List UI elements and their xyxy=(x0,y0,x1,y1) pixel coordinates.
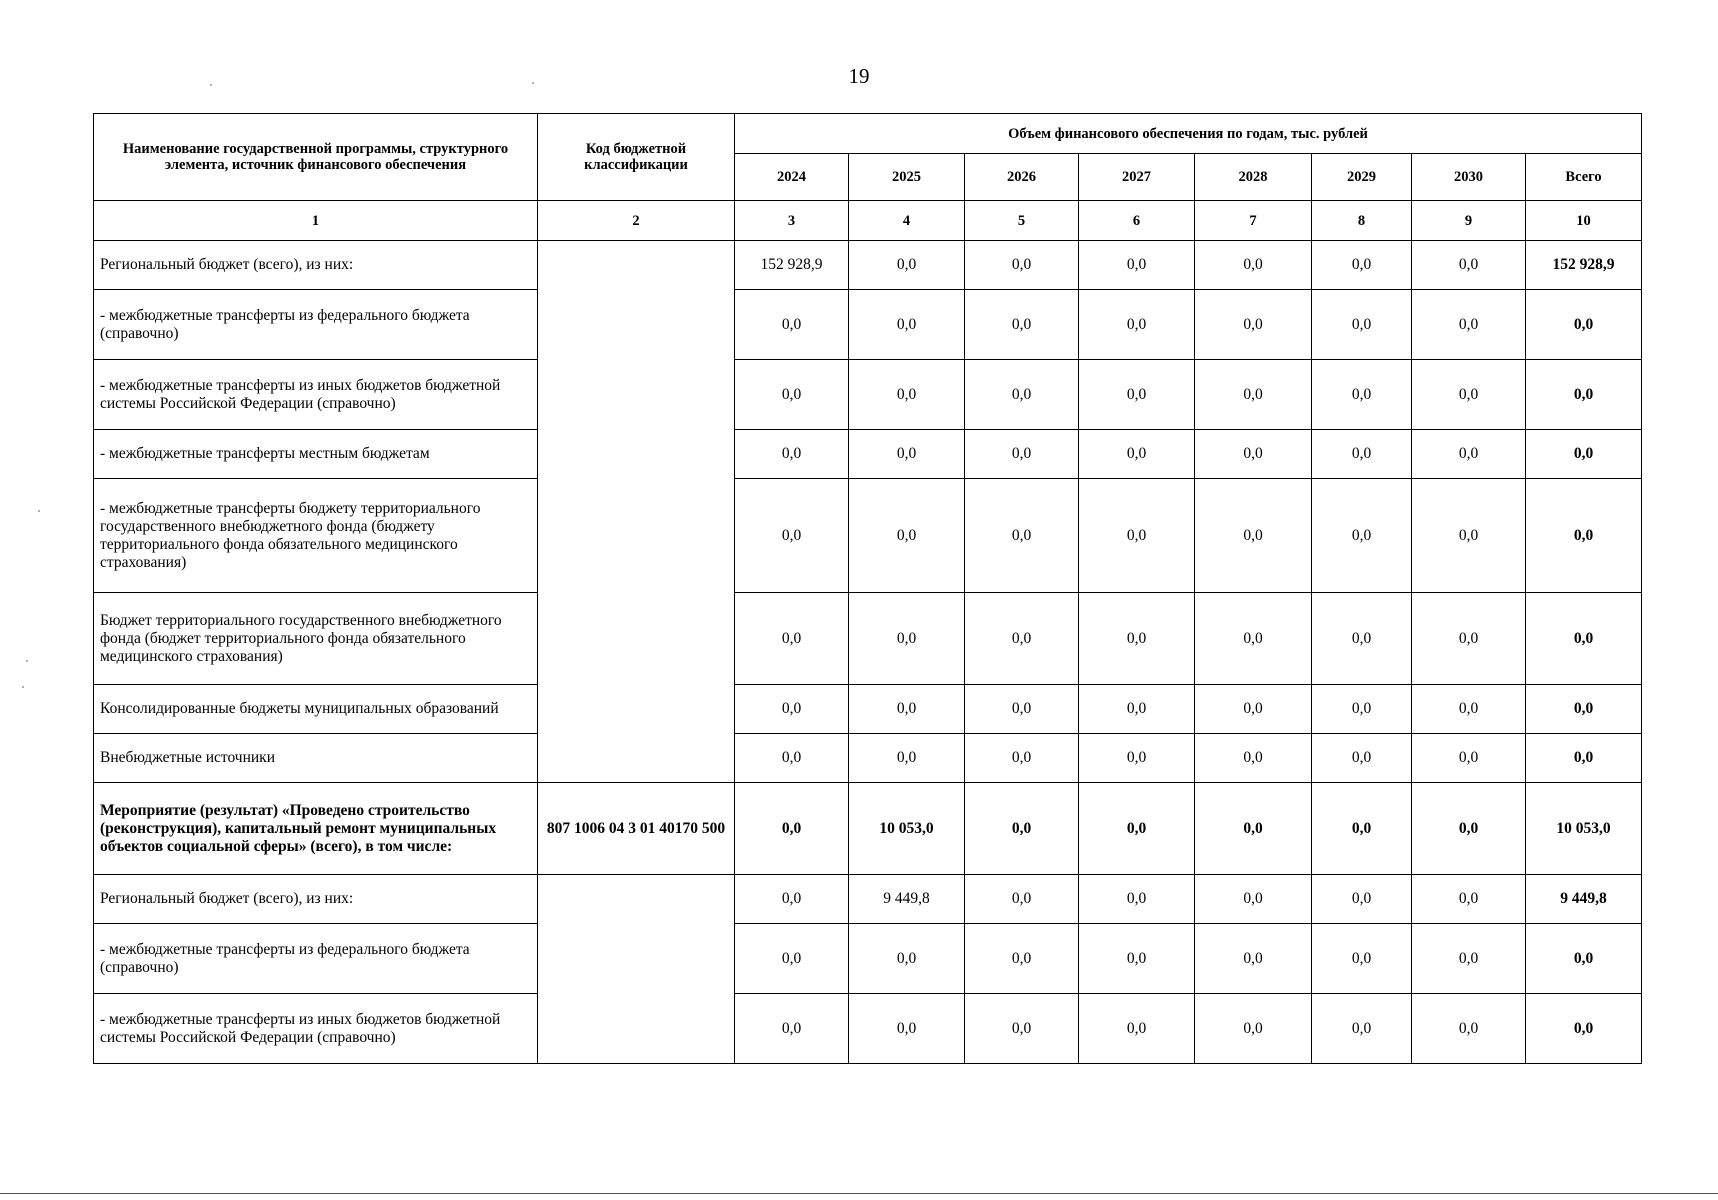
value-cell: 0,0 xyxy=(1195,783,1312,875)
col-number: 10 xyxy=(1526,201,1642,241)
total-cell: 0,0 xyxy=(1526,685,1642,734)
value-cell: 0,0 xyxy=(1195,994,1312,1064)
col-number: 9 xyxy=(1412,201,1526,241)
header-year: 2024 xyxy=(735,154,849,201)
table-row xyxy=(94,685,1642,734)
value-cell: 0,0 xyxy=(965,241,1079,290)
value-cell: 0,0 xyxy=(1195,479,1312,593)
value-cell: 0,0 xyxy=(849,734,965,783)
value-cell: 0,0 xyxy=(735,994,849,1064)
value-cell: 0,0 xyxy=(965,360,1079,430)
row-name: - межбюджетные трансферты бюджету территориального государственного внебюджетного фонда (бюджету территориального фонда обязательного медицинского страхования) xyxy=(94,479,538,593)
value-cell: 0,0 xyxy=(1412,994,1526,1064)
value-cell: 0,0 xyxy=(1079,290,1195,360)
value-cell: 0,0 xyxy=(1312,479,1412,593)
code-cell-empty xyxy=(538,241,735,783)
value-cell: 0,0 xyxy=(1079,994,1195,1064)
value-cell: 0,0 xyxy=(1195,924,1312,994)
value-cell: 0,0 xyxy=(1412,360,1526,430)
value-cell: 0,0 xyxy=(1195,734,1312,783)
value-cell: 0,0 xyxy=(1079,593,1195,685)
budget-code: 807 1006 04 3 01 40170 500 xyxy=(538,783,735,875)
row-name: - межбюджетные трансферты из иных бюджетов бюджетной системы Российской Федерации (справочно) xyxy=(94,994,538,1064)
header-total: Всего xyxy=(1526,154,1642,201)
value-cell: 0,0 xyxy=(1412,783,1526,875)
value-cell: 0,0 xyxy=(1079,479,1195,593)
code-cell-empty xyxy=(538,875,735,1064)
scan-speck xyxy=(532,82,534,84)
scan-speck xyxy=(22,686,24,688)
col-number: 2 xyxy=(538,201,735,241)
value-cell: 0,0 xyxy=(965,875,1079,924)
budget-table xyxy=(93,113,1642,1064)
value-cell: 0,0 xyxy=(1195,685,1312,734)
col-number: 1 xyxy=(94,201,538,241)
col-number: 3 xyxy=(735,201,849,241)
header-code-col: Код бюджетной классификации xyxy=(538,114,735,201)
row-name: Региональный бюджет (всего), из них: xyxy=(94,875,538,924)
value-cell: 0,0 xyxy=(849,360,965,430)
value-cell: 0,0 xyxy=(1412,479,1526,593)
value-cell: 0,0 xyxy=(735,593,849,685)
value-cell: 0,0 xyxy=(1412,290,1526,360)
total-cell: 0,0 xyxy=(1526,994,1642,1064)
value-cell: 0,0 xyxy=(735,875,849,924)
total-cell: 9 449,8 xyxy=(1526,875,1642,924)
value-cell: 0,0 xyxy=(1312,875,1412,924)
value-cell: 0,0 xyxy=(1195,241,1312,290)
value-cell: 0,0 xyxy=(1079,734,1195,783)
value-cell: 0,0 xyxy=(1312,924,1412,994)
value-cell: 0,0 xyxy=(735,734,849,783)
event-row xyxy=(94,783,1642,875)
header-year: 2030 xyxy=(1412,154,1526,201)
value-cell: 9 449,8 xyxy=(849,875,965,924)
value-cell: 0,0 xyxy=(1312,994,1412,1064)
value-cell: 0,0 xyxy=(1412,430,1526,479)
value-cell: 0,0 xyxy=(965,783,1079,875)
header-name-col: Наименование государственной программы, структурного элемента, источник финансового обеспечения xyxy=(94,114,538,201)
table-row xyxy=(94,994,1642,1064)
header-year: 2025 xyxy=(849,154,965,201)
total-cell: 0,0 xyxy=(1526,734,1642,783)
row-name: Бюджет территориального государственного внебюджетного фонда (бюджет территориального фонда обязательного медицинского страхования) xyxy=(94,593,538,685)
col-number: 8 xyxy=(1312,201,1412,241)
value-cell: 0,0 xyxy=(1079,685,1195,734)
total-cell: 0,0 xyxy=(1526,360,1642,430)
value-cell: 0,0 xyxy=(735,290,849,360)
total-cell: 0,0 xyxy=(1526,593,1642,685)
value-cell: 0,0 xyxy=(965,479,1079,593)
row-name: - межбюджетные трансферты из иных бюджетов бюджетной системы Российской Федерации (справочно) xyxy=(94,360,538,430)
value-cell: 0,0 xyxy=(849,593,965,685)
table-row xyxy=(94,430,1642,479)
value-cell: 0,0 xyxy=(1412,241,1526,290)
table-row xyxy=(94,924,1642,994)
scan-speck xyxy=(210,84,212,86)
total-cell: 10 053,0 xyxy=(1526,783,1642,875)
value-cell: 0,0 xyxy=(849,685,965,734)
value-cell: 0,0 xyxy=(1412,734,1526,783)
value-cell: 0,0 xyxy=(735,360,849,430)
table-row xyxy=(94,593,1642,685)
value-cell: 0,0 xyxy=(849,430,965,479)
header-year: 2026 xyxy=(965,154,1079,201)
value-cell: 0,0 xyxy=(1412,875,1526,924)
header-year: 2029 xyxy=(1312,154,1412,201)
value-cell: 0,0 xyxy=(1312,685,1412,734)
page-number: 19 xyxy=(848,64,870,88)
scan-speck xyxy=(38,510,40,512)
table-row xyxy=(94,875,1642,924)
value-cell: 0,0 xyxy=(1079,430,1195,479)
value-cell: 0,0 xyxy=(1079,783,1195,875)
value-cell: 0,0 xyxy=(1079,875,1195,924)
value-cell: 0,0 xyxy=(1312,783,1412,875)
total-cell: 152 928,9 xyxy=(1526,241,1642,290)
value-cell: 0,0 xyxy=(1412,593,1526,685)
row-name: Внебюджетные источники xyxy=(94,734,538,783)
value-cell: 0,0 xyxy=(1195,360,1312,430)
scan-bottom-edge xyxy=(0,1193,1718,1194)
value-cell: 0,0 xyxy=(1312,360,1412,430)
col-number: 7 xyxy=(1195,201,1312,241)
value-cell: 0,0 xyxy=(1312,241,1412,290)
value-cell: 0,0 xyxy=(1079,360,1195,430)
header-year: 2028 xyxy=(1195,154,1312,201)
value-cell: 0,0 xyxy=(965,593,1079,685)
value-cell: 0,0 xyxy=(1195,593,1312,685)
value-cell: 0,0 xyxy=(1412,924,1526,994)
value-cell: 0,0 xyxy=(735,479,849,593)
row-name: Региональный бюджет (всего), из них: xyxy=(94,241,538,290)
value-cell: 0,0 xyxy=(1312,593,1412,685)
value-cell: 0,0 xyxy=(965,994,1079,1064)
col-number: 4 xyxy=(849,201,965,241)
total-cell: 0,0 xyxy=(1526,924,1642,994)
table-row xyxy=(94,479,1642,593)
value-cell: 0,0 xyxy=(1195,875,1312,924)
value-cell: 0,0 xyxy=(965,290,1079,360)
table-header xyxy=(94,114,1642,241)
value-cell: 0,0 xyxy=(1195,430,1312,479)
value-cell: 0,0 xyxy=(1312,290,1412,360)
row-name: Консолидированные бюджеты муниципальных образований xyxy=(94,685,538,734)
value-cell: 0,0 xyxy=(965,685,1079,734)
col-number: 5 xyxy=(965,201,1079,241)
value-cell: 0,0 xyxy=(849,994,965,1064)
value-cell: 0,0 xyxy=(849,241,965,290)
value-cell: 0,0 xyxy=(849,924,965,994)
value-cell: 0,0 xyxy=(735,783,849,875)
total-cell: 0,0 xyxy=(1526,479,1642,593)
value-cell: 0,0 xyxy=(735,924,849,994)
scan-speck xyxy=(26,660,28,662)
table-row xyxy=(94,241,1642,290)
total-cell: 0,0 xyxy=(1526,430,1642,479)
value-cell: 0,0 xyxy=(735,685,849,734)
table-row xyxy=(94,360,1642,430)
value-cell: 0,0 xyxy=(1079,241,1195,290)
header-year: 2027 xyxy=(1079,154,1195,201)
value-cell: 0,0 xyxy=(1312,734,1412,783)
header-funding-group: Объем финансового обеспечения по годам, тыс. рублей xyxy=(735,114,1642,154)
row-name: - межбюджетные трансферты из федерального бюджета (справочно) xyxy=(94,290,538,360)
row-name: - межбюджетные трансферты из федерального бюджета (справочно) xyxy=(94,924,538,994)
value-cell: 10 053,0 xyxy=(849,783,965,875)
value-cell: 0,0 xyxy=(965,430,1079,479)
value-cell: 0,0 xyxy=(1079,924,1195,994)
value-cell: 0,0 xyxy=(1312,430,1412,479)
event-name: Мероприятие (результат) «Проведено строительство (реконструкция), капитальный ремонт муниципальных объектов социальной сферы» (всего), в том числе: xyxy=(94,783,538,875)
value-cell: 0,0 xyxy=(849,479,965,593)
total-cell: 0,0 xyxy=(1526,290,1642,360)
value-cell: 0,0 xyxy=(965,924,1079,994)
table-row xyxy=(94,734,1642,783)
value-cell: 0,0 xyxy=(1195,290,1312,360)
value-cell: 0,0 xyxy=(849,290,965,360)
table-row xyxy=(94,290,1642,360)
row-name: - межбюджетные трансферты местным бюджетам xyxy=(94,430,538,479)
col-number: 6 xyxy=(1079,201,1195,241)
value-cell: 0,0 xyxy=(735,430,849,479)
value-cell: 152 928,9 xyxy=(735,241,849,290)
value-cell: 0,0 xyxy=(965,734,1079,783)
value-cell: 0,0 xyxy=(1412,685,1526,734)
